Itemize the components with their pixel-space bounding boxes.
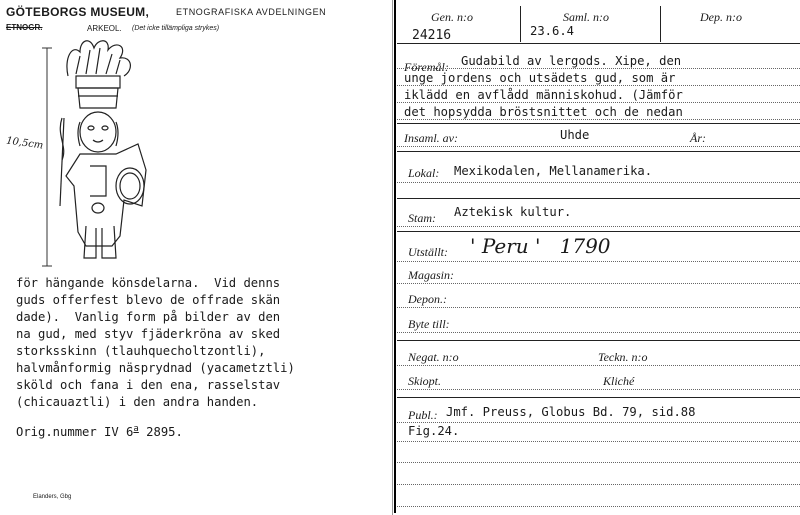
- section-rule: [397, 198, 800, 199]
- section-rule: [397, 123, 800, 124]
- dotted-rule: [397, 85, 800, 86]
- saml-value: 23.6.4: [530, 24, 575, 38]
- dotted-rule: [397, 182, 800, 183]
- section-rule: [397, 340, 800, 341]
- section-rule: [397, 231, 800, 232]
- dotted-rule: [397, 462, 800, 463]
- foremal-label: Föremål:: [404, 60, 449, 74]
- card-divider: [392, 0, 393, 515]
- cliche-label: Kliché: [603, 374, 635, 388]
- original-number: [16, 424, 183, 439]
- insaml-value: Uhde: [560, 128, 590, 142]
- foremal-line: iklädd en avflådd människohud. (Jämför: [404, 88, 683, 102]
- gen-label: Gen. n:o: [431, 10, 473, 24]
- utstallt-value: ' Peru ' 1790: [470, 234, 611, 258]
- byte-label: Byte till:: [408, 317, 450, 331]
- publ-value: Jmf. Preuss, Globus Bd. 79, sid.88: [446, 405, 696, 419]
- publ-value-2: Fig.24.: [408, 424, 460, 438]
- teckn-label: Teckn. n:o: [598, 350, 648, 364]
- utstallt-label: Utställt:: [408, 245, 449, 259]
- struck-category: ETNOGR.: [6, 23, 43, 32]
- department-name: ETNOGRAFISKA AVDELNINGEN: [176, 7, 327, 17]
- description-line: guds offerfest blevo de offrade skän: [16, 293, 281, 307]
- dotted-rule: [397, 484, 800, 485]
- lokal-label: Lokal:: [408, 166, 440, 180]
- dotted-rule: [397, 365, 800, 366]
- negat-label: Negat. n:o: [408, 350, 459, 364]
- dotted-rule: [397, 102, 800, 103]
- dotted-rule: [397, 422, 800, 423]
- orig-prefix: Orig.nummer IV 6: [16, 425, 134, 440]
- foremal-line: Gudabild av lergods. Xipe, den: [461, 54, 682, 68]
- lokal-value: Mexikodalen, Mellanamerika.: [454, 164, 653, 178]
- description-line: dade). Vanlig form på bilder av den: [16, 310, 281, 324]
- stam-label: Stam:: [408, 211, 436, 225]
- depon-label: Depon.:: [408, 292, 447, 306]
- printer-imprint: Elanders, Gbg: [33, 494, 72, 500]
- skiopt-label: Skiopt.: [408, 374, 441, 388]
- figurine-drawing: [50, 36, 160, 266]
- header-rule: [397, 43, 800, 44]
- magasin-label: Magasin:: [408, 268, 454, 282]
- dotted-rule: [397, 307, 800, 308]
- dotted-rule: [397, 389, 800, 390]
- description-line: halvmånformig näsprydnad (yacametztli): [16, 361, 295, 375]
- stam-value: Aztekisk kultur.: [454, 205, 572, 219]
- header-divider: [520, 6, 521, 42]
- section-rule: [397, 151, 800, 152]
- foremal-line: unge jordens och utsädets gud, som är: [404, 71, 676, 85]
- saml-label: Saml. n:o: [563, 10, 609, 24]
- ar-label: År:: [690, 131, 706, 145]
- description-line: (chicauaztli) i den andra handen.: [16, 395, 259, 409]
- museum-name: GÖTEBORGS MUSEUM,: [6, 5, 150, 19]
- dep-label: Dep. n:o: [700, 10, 742, 24]
- dotted-rule: [397, 283, 800, 284]
- description-line: för hängande könsdelarna. Vid denns: [16, 276, 281, 290]
- dotted-rule: [397, 506, 800, 507]
- dotted-rule: [397, 441, 800, 442]
- dotted-rule: [397, 146, 800, 147]
- insaml-label: Insaml. av:: [404, 131, 458, 145]
- dotted-rule: [397, 332, 800, 333]
- publ-label: Publ.:: [408, 408, 438, 422]
- dotted-rule: [397, 119, 800, 120]
- description-line: storksskinn (tlauhquecholtzontli),: [16, 344, 266, 358]
- category-note: (Det icke tillämpliga strykes): [132, 25, 220, 32]
- orig-superscript: a: [133, 424, 139, 434]
- description-line: sköld och fana i den ena, rasselstav: [16, 378, 281, 392]
- foremal-line: det hopsydda bröstsnittet och de nedan: [404, 105, 683, 119]
- dotted-rule: [397, 261, 800, 262]
- size-label: 10,5cm: [5, 135, 44, 152]
- header-divider: [660, 6, 661, 42]
- dotted-rule: [397, 226, 800, 227]
- dotted-rule: [397, 68, 800, 69]
- orig-suffix: 2895.: [138, 425, 183, 440]
- category-arkeol: ARKEOL.: [87, 24, 122, 33]
- gen-value: 24216: [412, 28, 452, 43]
- section-rule: [397, 397, 800, 398]
- description-line: na gud, med styv fjäderkröna av sked: [16, 327, 281, 341]
